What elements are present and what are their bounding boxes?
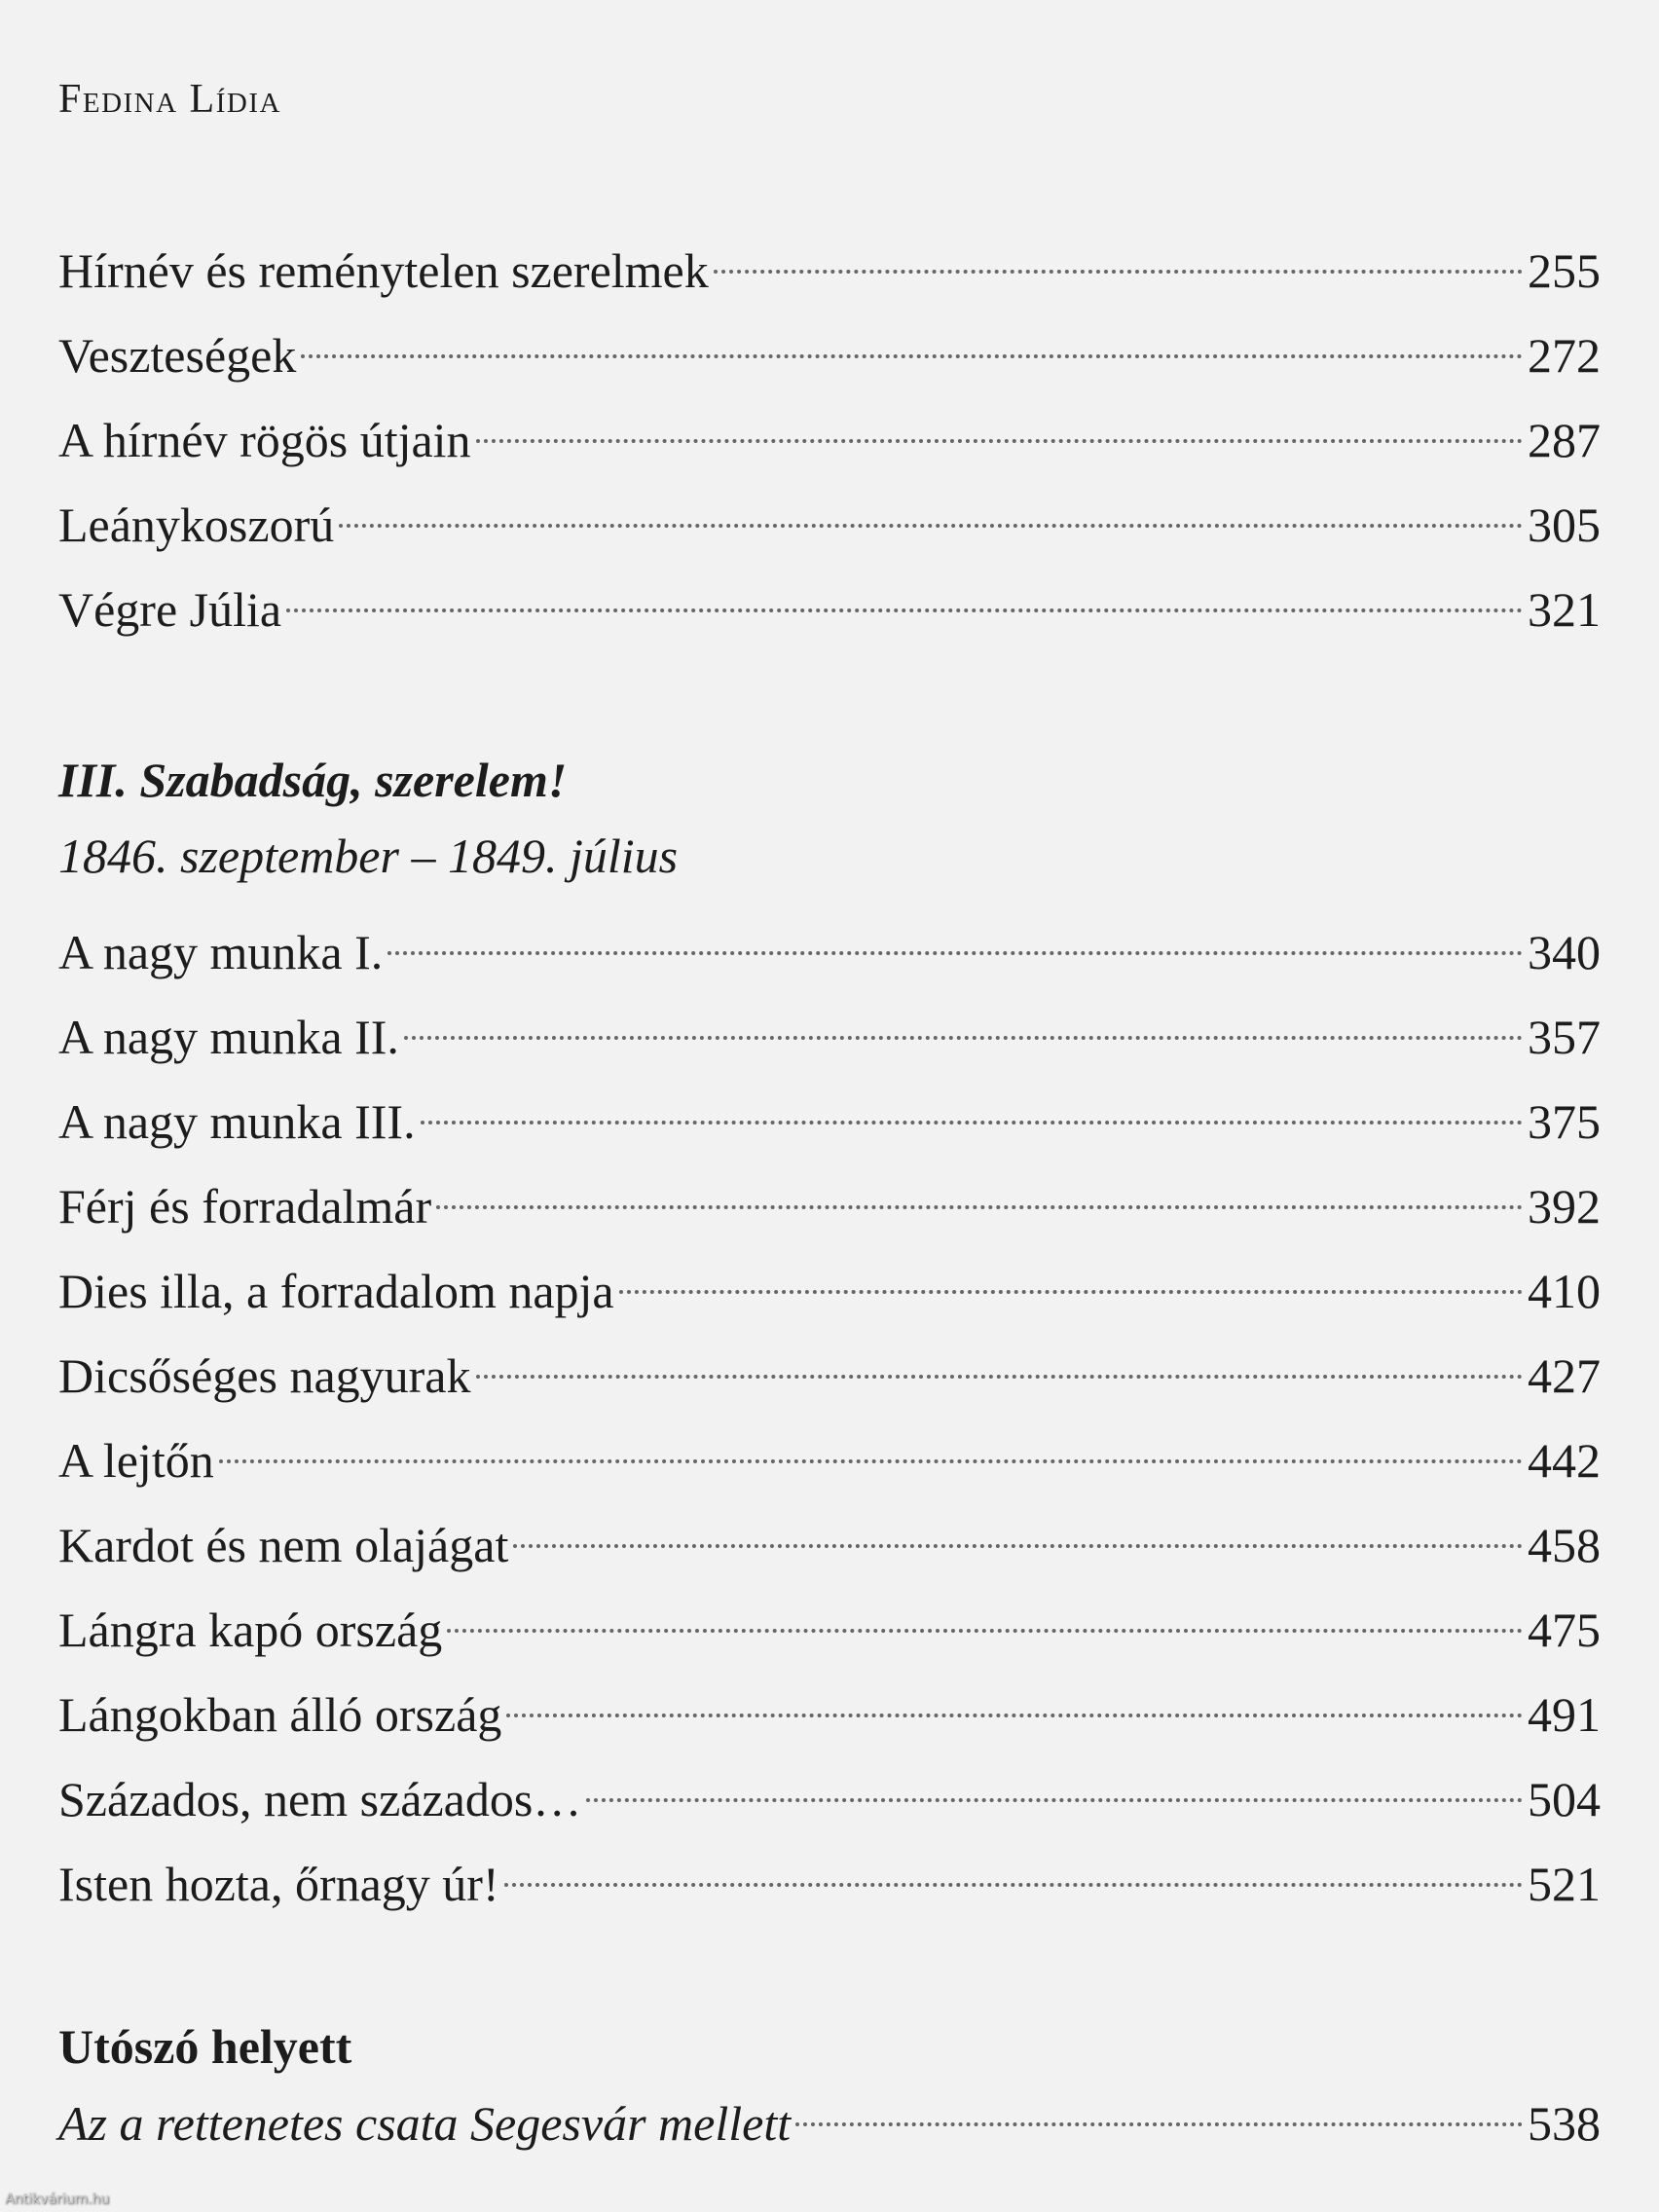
toc-leader-dots [504,1881,1523,1887]
toc-item[interactable] [58,923,1601,981]
watermark: Antikvárium.hu [5,2192,110,2207]
toc-item[interactable] [58,241,1601,300]
toc-leader-dots [301,352,1523,358]
toc-leader-dots [219,1457,1523,1463]
page-number: 255 [1528,243,1601,299]
page-number: 521 [1528,1857,1601,1912]
toc-item[interactable] [58,1431,1601,1490]
page-number: 504 [1528,1772,1601,1827]
toc-item[interactable] [58,1092,1601,1151]
toc-leader-dots [436,1203,1523,1209]
toc-item[interactable] [58,1770,1601,1828]
chapter-title: Isten hozta, őrnagy úr! [58,1857,499,1912]
toc-item[interactable] [58,326,1601,385]
chapter-title: Kardot és nem olajágat [58,1518,509,1573]
toc-item[interactable] [58,411,1601,469]
page-number: 538 [1528,2096,1601,2152]
chapter-title: Végre Júlia [58,582,282,638]
chapter-title: Dies illa, a forradalom napja [58,1264,614,1319]
toc-leader-dots [506,1712,1523,1717]
toc-list-postscript [58,2094,1601,2153]
page-number: 475 [1528,1603,1601,1658]
page-number: 410 [1528,1264,1601,1319]
chapter-title: A hírnév rögös útjain [58,413,471,468]
page-number: 427 [1528,1348,1601,1404]
page-number: 340 [1528,925,1601,980]
chapter-title: Leánykoszorú [58,498,335,553]
toc-leader-dots [476,437,1523,443]
page-number: 491 [1528,1687,1601,1743]
toc-leader-dots [586,1796,1523,1802]
chapter-title: Veszteségek [58,328,297,384]
toc-leader-dots [286,607,1523,612]
toc-item[interactable] [58,1262,1601,1320]
toc-leader-dots [387,949,1523,955]
page-number: 357 [1528,1010,1601,1065]
chapter-title: Lángokban álló ország [58,1687,502,1743]
toc-item[interactable] [58,1685,1601,1744]
toc-item[interactable] [58,580,1601,639]
toc-list-part3 [58,923,1601,1913]
page-number: 305 [1528,498,1601,553]
page-number: 375 [1528,1094,1601,1150]
toc-leader-dots [339,522,1523,528]
toc-item[interactable] [58,1346,1601,1405]
postscript-title: Utószó helyett [58,2019,352,2075]
chapter-title: Férj és forradalmár [58,1179,432,1235]
part3-subtitle: 1846. szeptember – 1849. július [58,829,679,884]
toc-leader-dots [619,1288,1523,1294]
toc-leader-dots [476,1373,1524,1379]
toc-item[interactable] [58,1177,1601,1235]
author-name: Fedina Lídia [58,77,281,123]
toc-leader-dots [404,1034,1523,1040]
chapter-title: A lejtőn [58,1433,214,1489]
toc-list-part2 [58,241,1601,639]
page-number: 458 [1528,1518,1601,1573]
chapter-title: Dicsőséges nagyurak [58,1348,471,1404]
part3-header [58,752,1601,884]
toc-item[interactable] [58,2094,1601,2153]
page-number: 272 [1528,328,1601,384]
chapter-title: Százados, nem százados… [58,1772,582,1827]
page-number: 442 [1528,1433,1601,1489]
part3-title: III. Szabadság, szerelem! [58,753,568,808]
page-number: 392 [1528,1179,1601,1235]
page-number: 321 [1528,582,1601,638]
toc-leader-dots [714,268,1523,274]
chapter-title: A nagy munka II. [58,1010,399,1065]
postscript-header [58,2018,1601,2075]
toc-item[interactable] [58,496,1601,554]
chapter-title: Lángra kapó ország [58,1603,443,1658]
toc-item[interactable] [58,1601,1601,1659]
chapter-title: Az a rettenetes csata Segesvár mellett [58,2096,792,2152]
page-number: 287 [1528,413,1601,468]
table-of-contents [58,241,1601,2153]
toc-item[interactable] [58,1008,1601,1066]
toc-leader-dots [447,1627,1523,1633]
chapter-title: A nagy munka I. [58,925,384,980]
chapter-title: Hírnév és reménytelen szerelmek [58,243,709,299]
toc-item[interactable] [58,1516,1601,1574]
toc-leader-dots [421,1119,1523,1124]
toc-item[interactable] [58,1855,1601,1913]
chapter-title: A nagy munka III. [58,1094,416,1150]
toc-leader-dots [513,1542,1523,1548]
page-header [58,76,1601,123]
toc-leader-dots [795,2120,1523,2126]
